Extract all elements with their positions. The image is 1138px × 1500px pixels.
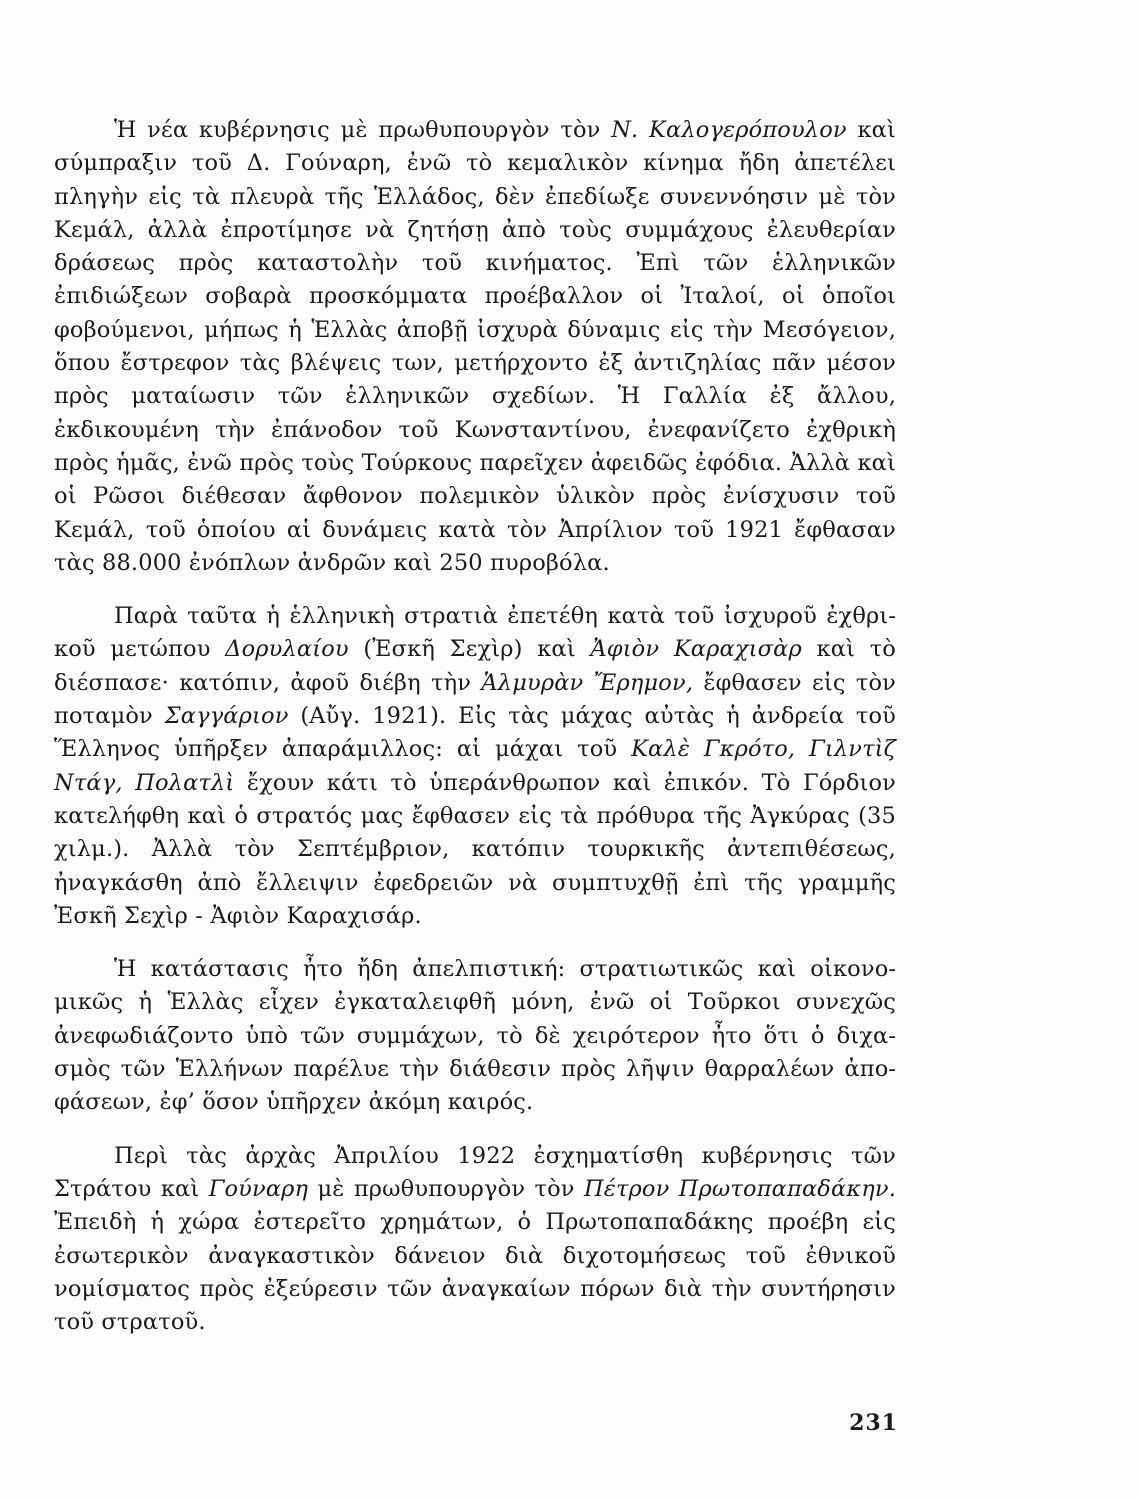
- text-run: καὶ τὸ διέσπασε· κατόπιν, ἀφοῦ διέβη τὴν: [54, 636, 896, 696]
- page-number: 231: [849, 1410, 898, 1436]
- paragraph-3: [54, 953, 896, 1119]
- text-run: Παρὰ ταῦτα ἡ ἑλληνικὴ στρατιὰ ἐπετέθη κατὰ τοῦ ἰσχυροῦ ἐχθρικοῦ μετώπου: [54, 603, 896, 663]
- italic-phrase: Ἀφιὸν Καραχισὰρ: [590, 636, 802, 663]
- text-run: Περὶ τὰς ἀρχὰς Ἀπριλίου 1922 ἐσχηματίσθη κυβέρνησις τῶν Στράτου καὶ: [54, 1142, 896, 1202]
- paragraph-1: [54, 114, 896, 580]
- text-run: Ἡ νέα κυβέρνησις μὲ πρωθυπουργὸν τὸν: [114, 117, 612, 143]
- paragraph-2: [54, 600, 896, 933]
- italic-phrase: Δορυλαίου: [225, 636, 349, 663]
- text-run: ἔφθασεν εἰς τὸν ποταμὸν: [54, 669, 897, 730]
- italic-phrase: Ἁλμυρὰν Ἔρημον,: [481, 669, 694, 696]
- text-run: μὲ πρωθυπουργὸν τὸν: [308, 1175, 584, 1202]
- text-run: καὶ σύμπραξιν τοῦ Δ. Γούναρη, ἐνῶ τὸ κεμαλικὸν κίνημα ἤδη ἀπετέλει πληγὴν εἰς τὰ πλευρὰ τῆς Ἑλλάδος, δὲν ἐπεδίωξε συνεννόησιν μὲ τὸν Κεμάλ, ἀλλὰ ἐπροτίμησε νὰ ζητήσῃ ἀπὸ τοὺς συμμάχους ἐλευθερίαν δράσεως πρὸς καταστολὴν τοῦ κινήματος. Ἐπὶ τῶν ἑλληνικῶν ἐπιδιώξεων σοβαρὰ προσκόμματα προέβαλλον οἱ Ἰταλοί, οἱ ὁποῖοι φοβούμενοι, μήπως ἡ Ἑλλὰς ἀποβῇ ἰσχυρὰ δύναμις εἰς τὴν Μεσόγειον, ὅπου ἔστρεφον τὰς βλέψεις των, μετήρχοντο ἐξ ἀντιζηλίας πᾶν μέσον πρὸς ματαίωσιν τῶν ἑλληνικῶν σχεδίων. Ἡ Γαλλία ἐξ ἄλλου, ἐκδικουμένη τὴν ἐπάνοδον τοῦ Κωνσταντίνου, ἐνεφανίζετο ἐχθρικὴ πρὸς ἡμᾶς, ἐνῶ πρὸς τοὺς Τούρκους παρεῖχεν ἀφειδῶς ἐφόδια. Ἀλλὰ καὶ οἱ Ρῶσοι διέθεσαν ἄφθονον πολεμικὸν ὑλικὸν πρὸς ἐνίσχυσιν τοῦ Κεμάλ, τοῦ ὁποίου αἱ δυνάμεις κατὰ τὸν Ἀπρίλιον τοῦ 1921 ἔφθασαν τὰς 88.000 ἐνόπλων ἀνδρῶν καὶ 250 πυροβόλα.: [54, 117, 896, 576]
- italic-phrase: Γούναρη: [208, 1175, 309, 1202]
- text-run: Ἐπειδὴ ἡ χώρα ἐστερεῖτο χρημάτων, ὁ Πρωτοπαπαδάκης προέβη εἰς ἐσωτερικὸν ἀναγκαστικὸν δάνειον διὰ διχοτομήσεως τοῦ ἐθνικοῦ νομίσματος πρὸς ἐξεύρεσιν τῶν ἀναγκαίων πόρων διὰ τὴν συντήρησιν τοῦ στρατοῦ.: [54, 1209, 896, 1336]
- italic-phrase: Ν. Καλογερόπουλον: [611, 117, 847, 143]
- text-run: Ἡ κατάστασις ἦτο ἤδη ἀπελπιστική: στρατιωτικῶς καὶ οἰκονομικῶς ἡ Ἑλλὰς εἶχεν ἐγκαταλειφθῆ μόνη, ἐνῶ οἱ Τοῦρκοι συνεχῶς ἀνεφωδιάζοντο ὑπὸ τῶν συμμάχων, τὸ δὲ χειρότερον ἦτο ὅτι ὁ διχασμὸς τῶν Ἑλλήνων παρέλυε τὴν διάθεσιν πρὸς λῆψιν θαρραλέων ἀποφάσεων, ἐφ’ ὅσον ὑπῆρχεν ἀκόμη καιρός.: [54, 956, 896, 1116]
- text-run: (Ἐσκῆ Σεχὶρ) καὶ: [348, 636, 591, 663]
- text-run: ἔχουν κάτι τὸ ὑπεράνθρωπον καὶ ἐπικόν. Τὸ Γόρδιον κατελήφθη καὶ ὁ στρατός μας ἔφθασεν εἰς τὰ πρόθυρα τῆς Ἀγκύρας (35 χιλμ.). Ἀλλὰ τὸν Σεπτέμβριον, κατόπιν τουρκικῆς ἀντεπιθέσεως, ἠναγκάσθη ἀπὸ ἔλλειψιν ἐφεδρειῶν νὰ συμπτυχθῇ ἐπὶ τῆς γραμμῆς Ἐσκῆ Σεχὶρ - Ἀφιὸν Καραχισάρ.: [54, 769, 897, 929]
- italic-phrase: Σαγγάριον: [164, 703, 289, 730]
- text-run: (Αὔγ. 1921). Εἰς τὰς μάχας αὐτὰς ἡ ἀνδρεία τοῦ Ἕλληνος ὑπῆρξεν ἀπαράμιλλος: αἱ μάχαι τοῦ: [54, 703, 896, 763]
- italic-phrase: Καλὲ Γκρότο, Γιλντὶζ Ντάγ, Πολατλὶ: [54, 736, 896, 796]
- paragraph-4: [54, 1140, 896, 1340]
- italic-phrase: Πέτρον Πρωτοπαπαδάκην.: [583, 1175, 896, 1202]
- body-text: [54, 114, 896, 1359]
